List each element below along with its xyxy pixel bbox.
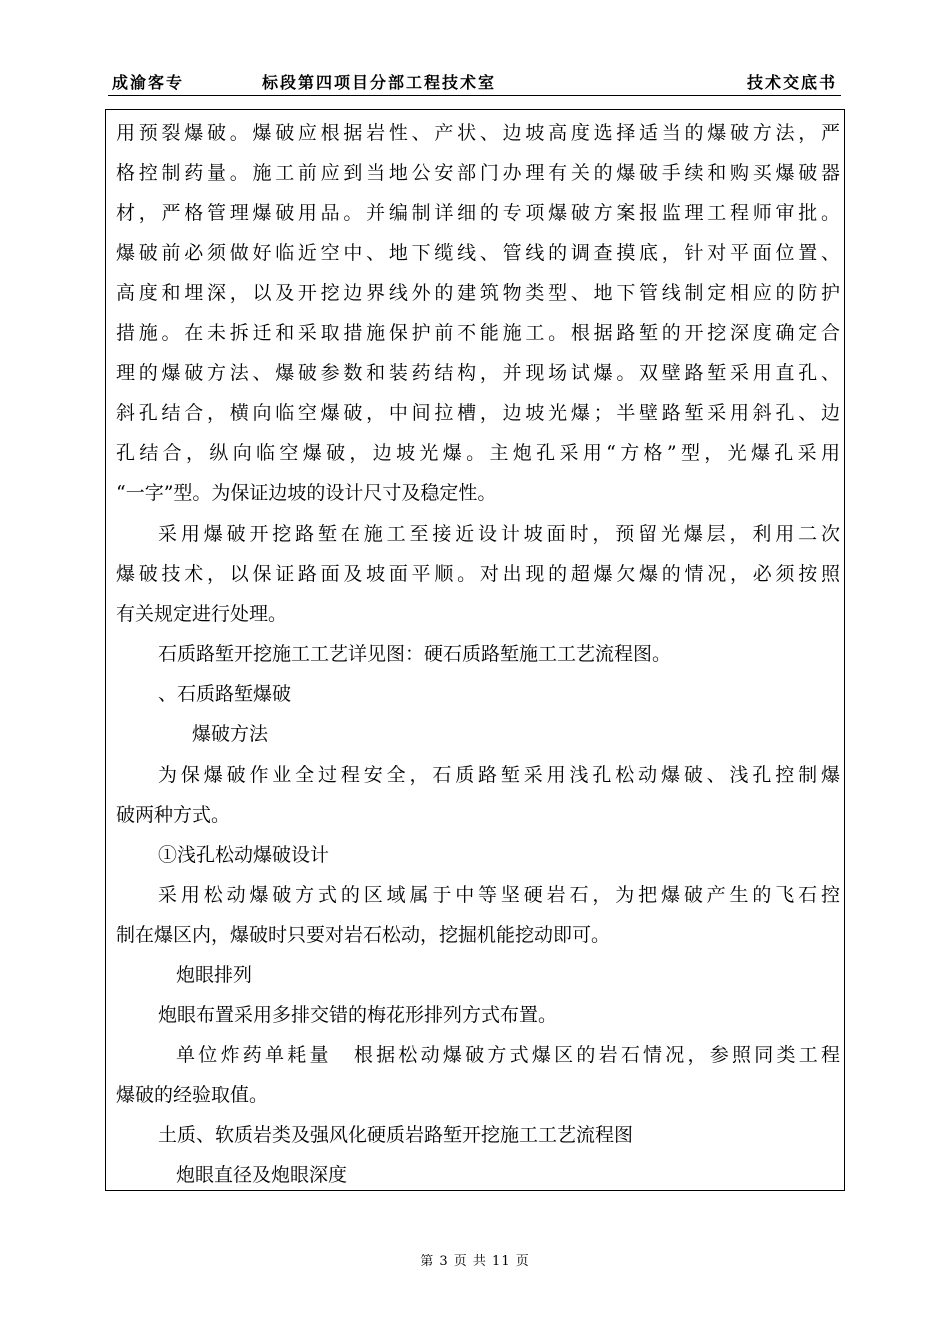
text-line: 理的爆破方法、爆破参数和装药结构，并现场试爆。双壁路堑采用直孔、	[116, 362, 840, 384]
text-line: 斜孔结合，横向临空爆破，中间拉槽，边坡光爆；半壁路堑采用斜孔、边	[116, 402, 840, 424]
text-line: 单位炸药单耗量 根据松动爆破方式爆区的岩石情况，参照同类工程	[176, 1044, 840, 1066]
text-line: 爆破前必须做好临近空中、地下缆线、管线的调查摸底，针对平面位置、	[116, 242, 840, 264]
text-line: 采用松动爆破方式的区域属于中等坚硬岩石，为把爆破产生的飞石控	[158, 884, 840, 906]
page-header	[108, 64, 841, 96]
subsection-heading: 爆破方法	[192, 723, 269, 745]
text-line: 爆破技术，以保证路面及坡面平顺。对出现的超爆欠爆的情况，必须按照	[116, 563, 840, 585]
text-line: 高度和埋深，以及开挖边界线外的建筑物类型、地下管线制定相应的防护	[116, 282, 840, 304]
text-line: 土质、软质岩类及强风化硬质岩路堑开挖施工工艺流程图	[158, 1124, 634, 1146]
header-department: 标段第四项目分部工程技术室	[262, 73, 497, 92]
text-line: 炮眼布置采用多排交错的梅花形排列方式布置。	[158, 1004, 558, 1026]
section-heading: 、石质路堑爆破	[158, 683, 292, 705]
text-line: 为保爆破作业全过程安全，石质路堑采用浅孔松动爆破、浅孔控制爆	[158, 764, 840, 786]
text-line: 有关规定进行处理。	[116, 603, 288, 625]
text-line: 石质路堑开挖施工工艺详见图：硬石质路堑施工工艺流程图。	[158, 643, 672, 665]
text-line: “一字”型。为保证边坡的设计尺寸及稳定性。	[116, 482, 497, 504]
subsection-heading: 炮眼排列	[176, 964, 253, 986]
text-line: 破两种方式。	[116, 804, 231, 826]
text-line: 措施。在未拆迁和采取措施保护前不能施工。根据路堑的开挖深度确定合	[116, 322, 840, 344]
text-line: 采用爆破开挖路堑在施工至接近设计坡面时，预留光爆层，利用二次	[158, 523, 840, 545]
text-line: 用预裂爆破。爆破应根据岩性、产状、边坡高度选择适当的爆破方法，严	[116, 122, 840, 144]
header-rule	[108, 95, 841, 96]
text-line: 材，严格管理爆破用品。并编制详细的专项爆破方案报监理工程师审批。	[116, 202, 840, 224]
header-project-name: 成渝客专	[112, 73, 185, 92]
text-line: 爆破的经验取值。	[116, 1084, 269, 1106]
text-line: 孔结合，纵向临空爆破，边坡光爆。主炮孔采用“方格”型，光爆孔采用	[116, 442, 840, 464]
content-frame	[105, 109, 845, 1191]
text-line: 格控制药量。施工前应到当地公安部门办理有关的爆破手续和购买爆破器	[116, 162, 840, 184]
subsection-heading: 炮眼直径及炮眼深度	[176, 1164, 348, 1186]
page-number: 第 3 页 共 11 页	[420, 1254, 530, 1269]
header-doc-type: 技术交底书	[746, 73, 837, 92]
text-line: 制在爆区内，爆破时只要对岩石松动，挖掘机能挖动即可。	[116, 924, 611, 946]
subsection-heading: ①浅孔松动爆破设计	[158, 844, 330, 866]
